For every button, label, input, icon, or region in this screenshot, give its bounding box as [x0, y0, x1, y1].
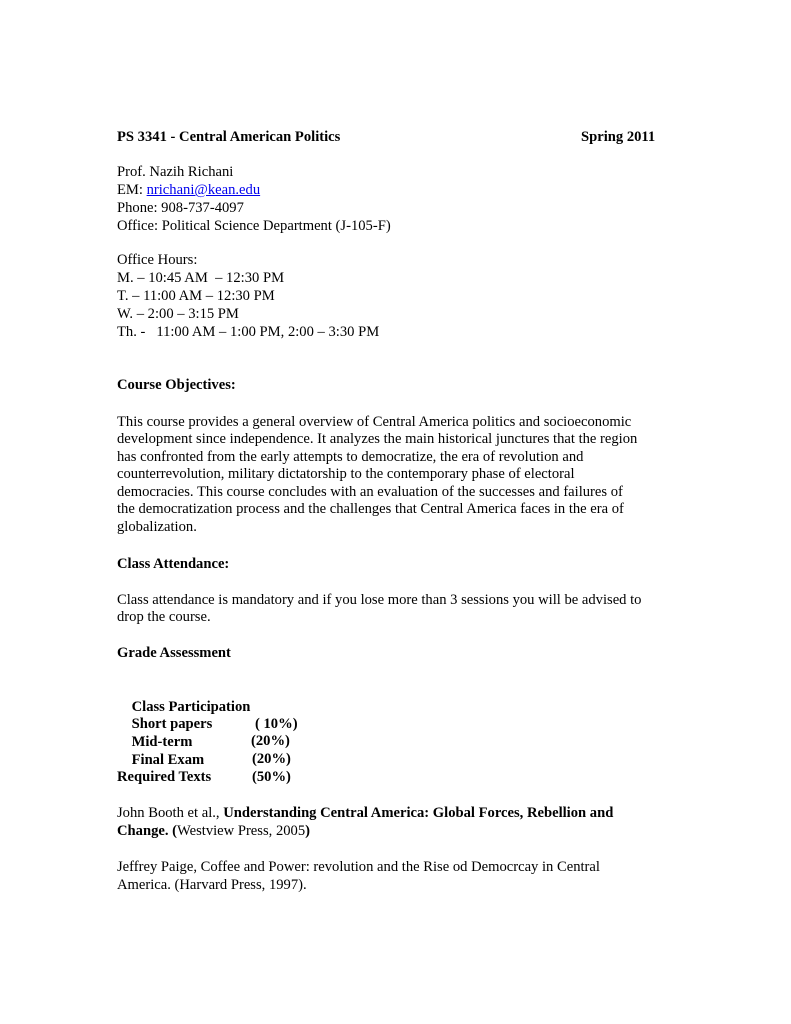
- book1-publisher: Westview Press, 2005: [177, 823, 306, 839]
- book2-line2: America. (Harvard Press, 1997).: [117, 877, 307, 893]
- book2-line1: Jeffrey Paige, Coffee and Power: revolution and the Rise od Democrcay in Central: [117, 859, 600, 875]
- email-line: [117, 182, 260, 200]
- texts-heading: Required Texts: [117, 769, 212, 785]
- grade-percent: ( 10%): [255, 716, 298, 733]
- course-title: PS 3341 - Central American Politics: [117, 129, 341, 145]
- grade-percent: (50%): [252, 769, 291, 786]
- grade-label: Mid-term: [131, 733, 193, 750]
- grade-heading: Grade Assessment: [117, 645, 231, 661]
- grade-label: Final Exam: [131, 751, 205, 768]
- office-hours-title: Office Hours:: [117, 252, 198, 268]
- attendance-heading: Class Attendance:: [117, 556, 230, 572]
- office-hours-row: M. – 10:45 AM – 12:30 PM: [117, 270, 285, 286]
- office-hours-row: T. – 11:00 AM – 12:30 PM: [117, 288, 275, 304]
- professor-name: Prof. Nazih Richani: [117, 164, 234, 180]
- objectives-text-line: has confronted from the early attempts to democratize, the era of revolution and: [117, 449, 584, 465]
- objectives-text-line: the democratization process and the challenges that Central America faces in the era of: [117, 501, 624, 517]
- office-hours-row: Th. - 11:00 AM – 1:00 PM, 2:00 – 3:30 PM: [117, 324, 380, 340]
- objectives-heading: Course Objectives:: [117, 377, 236, 393]
- office-hours-row: W. – 2:00 – 3:15 PM: [117, 306, 239, 322]
- email-link[interactable]: nrichani@kean.edu: [146, 182, 261, 198]
- objectives-text-line: This course provides a general overview of Central America politics and socioeconomic: [117, 414, 632, 430]
- email-prefix: EM:: [117, 182, 147, 198]
- attendance-text-line: Class attendance is mandatory and if you lose more than 3 sessions you will be advised to: [117, 592, 642, 608]
- office-line: Office: Political Science Department (J-105-F): [117, 218, 391, 234]
- grade-label: Class Participation: [131, 698, 251, 715]
- book1-close: ): [305, 823, 311, 839]
- book1-line2: [117, 823, 310, 841]
- objectives-text-line: democracies. This course concludes with an evaluation of the successes and failures of: [117, 484, 623, 500]
- grade-percent: (20%): [251, 733, 290, 750]
- term-label: Spring 2011: [581, 129, 656, 145]
- book1-author: John Booth et al.,: [117, 805, 224, 821]
- objectives-text-line: development since independence. It analyzes the main historical junctures that the region: [117, 431, 638, 447]
- objectives-text-line: counterrevolution, military dictatorship to the contemporary phase of electoral: [117, 466, 575, 482]
- grade-label: Short papers: [131, 715, 213, 732]
- phone-line: Phone: 908-737-4097: [117, 200, 244, 216]
- book1-line1: [117, 805, 613, 823]
- book1-title-cont: Change. (: [117, 823, 177, 839]
- objectives-text-line: globalization.: [117, 519, 197, 535]
- book1-title: Understanding Central America: Global Forces, Rebellion and: [223, 805, 614, 821]
- grade-percent: (20%): [252, 751, 291, 768]
- attendance-text-line: drop the course.: [117, 609, 211, 625]
